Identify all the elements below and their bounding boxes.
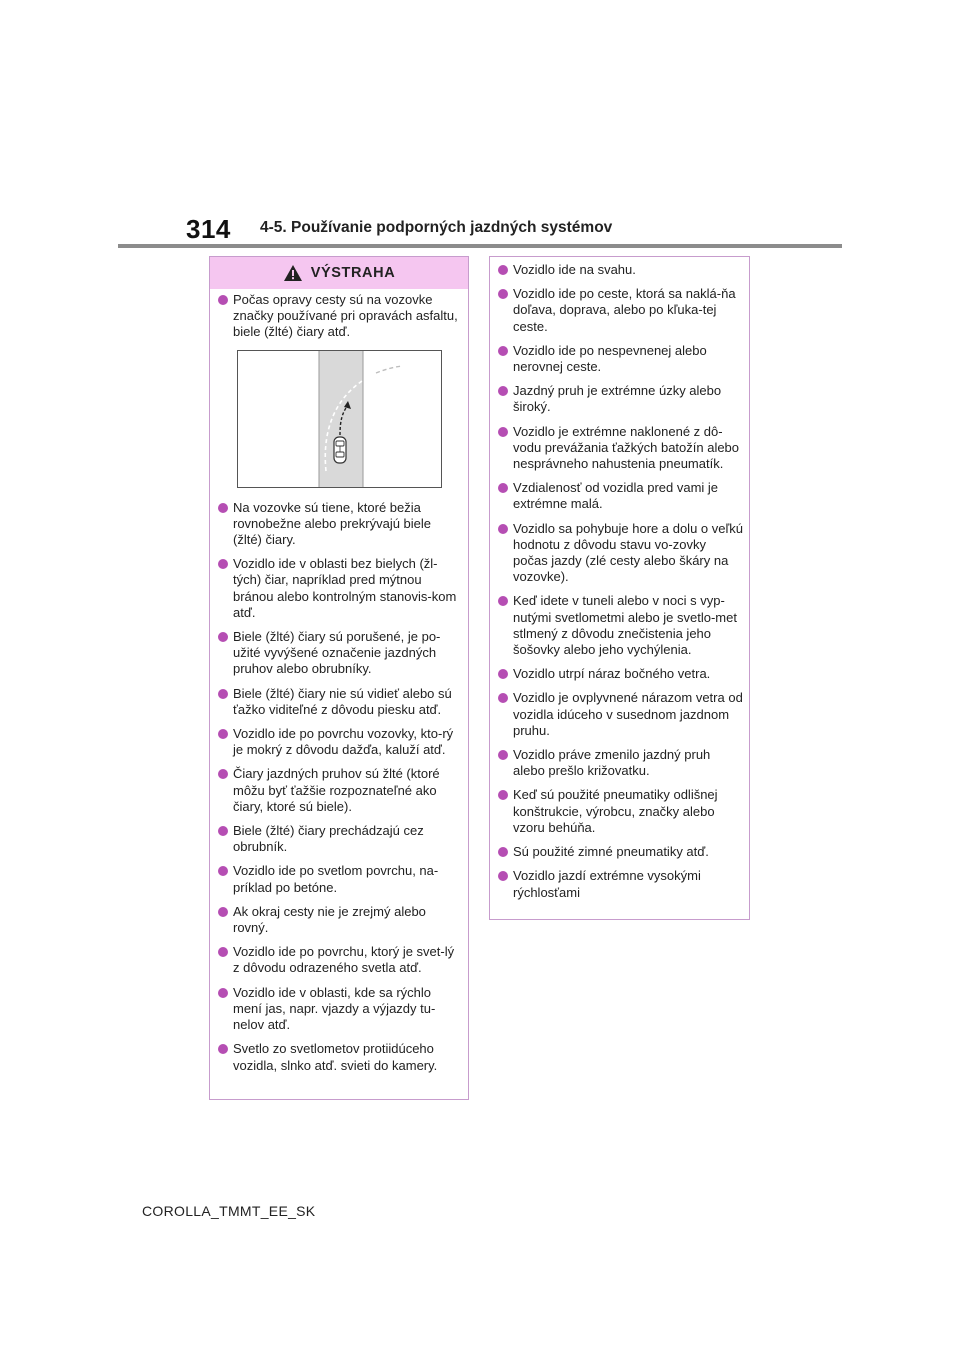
bullet-icon — [498, 524, 508, 534]
list-item — [496, 593, 743, 658]
bullet-icon — [498, 386, 508, 396]
list-item-text: Vozidlo ide po povrchu vozovky, kto-rý je mokrý z dôvodu dažďa, kaluží atď. — [233, 726, 454, 758]
list-item — [216, 904, 462, 936]
bullet-icon — [218, 689, 228, 699]
list-item-text: Vozidlo sa pohybuje hore a dolu o veľkú hodnotu z dôvodu stavu vo-zovky počas jazdy (zlé cesty alebo škáry na vozovke). — [513, 520, 744, 585]
document-code: COROLLA_TMMT_EE_SK — [142, 1203, 316, 1219]
warning-box-continued — [489, 256, 750, 920]
bullet-icon — [218, 503, 228, 513]
car-icon — [334, 437, 346, 463]
list-item — [496, 262, 743, 278]
header-rule — [118, 244, 842, 248]
list-item — [216, 863, 462, 895]
list-item — [216, 766, 462, 815]
list-item-text: Vozidlo utrpí náraz bočného vetra. — [513, 666, 711, 682]
list-item-text: Čiary jazdných pruhov sú žlté (ktoré môžu byť ťažšie rozpoznateľné ako čiary, ktoré sú biele). — [233, 766, 440, 814]
list-item-text: Biele (žlté) čiary sú porušené, je po-užité vyvýšené označenie jazdných pruhov alebo obrubníky. — [233, 629, 441, 677]
bullet-icon — [498, 289, 508, 299]
road-diagram — [237, 350, 442, 488]
warning-list-top — [216, 292, 462, 341]
bullet-icon — [498, 265, 508, 275]
bullet-icon — [498, 847, 508, 857]
bullet-icon — [498, 427, 508, 437]
list-item — [496, 868, 743, 900]
list-item-text: Vozidlo ide po povrchu, ktorý je svet-lý z dôvodu odrazeného svetla atď. — [233, 944, 455, 976]
list-item — [496, 424, 743, 473]
list-item — [216, 985, 462, 1034]
bullet-icon — [218, 632, 228, 642]
list-item-text: Keď idete v tuneli alebo v noci s vyp-nutými svetlometmi alebo je svetlo-met stlmený z dôvodu znečistenia jeho šošovky alebo jeho vychýlenia. — [513, 593, 737, 658]
bullet-icon — [498, 693, 508, 703]
list-item-text: Vozidlo ide po svetlom povrchu, na-príklad po betóne. — [233, 863, 439, 895]
list-item — [496, 521, 743, 586]
road-illustration — [238, 351, 441, 487]
bullet-icon — [218, 826, 228, 836]
list-item-text: Vozidlo je extrémne naklonené z dô-vodu prevážania ťažkých batožín alebo nesprávneho nahustenia pneumatík. — [513, 423, 740, 472]
list-item-text: Keď sú použité pneumatiky odlišnej konštrukcie, výrobcu, značky alebo vzoru behúňa. — [513, 787, 718, 835]
bullet-icon — [498, 750, 508, 760]
bullet-icon — [498, 346, 508, 356]
list-item-text: Na vozovke sú tiene, ktoré bežia rovnobežne alebo prekrývajú biele (žlté) čiary. — [233, 499, 432, 548]
bullet-icon — [498, 790, 508, 800]
list-item — [496, 343, 743, 375]
list-item — [496, 666, 743, 682]
list-item-text: Vozidlo ide po nespevnenej alebo nerovnej ceste. — [513, 342, 707, 375]
list-item — [216, 1041, 462, 1073]
list-item-text: Sú použité zimné pneumatiky atď. — [513, 844, 709, 860]
list-item-text: Počas opravy cesty sú na vozovke značky používané pri opravách asfaltu, biele (žlté) čiary atď. — [233, 292, 458, 340]
warning-triangle-icon — [283, 264, 303, 282]
list-item-text: Vozidlo ide v oblasti, kde sa rýchlo mení jas, napr. vjazdy a výjazdy tu-nelov atď. — [233, 984, 436, 1033]
list-item — [496, 787, 743, 836]
section-title: 4-5. Používanie podporných jazdných systémov — [260, 219, 613, 236]
warning-box — [209, 256, 469, 1100]
page-number: 314 — [186, 214, 231, 244]
bullet-icon — [218, 729, 228, 739]
list-item-text: Ak okraj cesty nie je zrejmý alebo rovný. — [233, 903, 426, 936]
bullet-icon — [218, 907, 228, 917]
bullet-icon — [498, 669, 508, 679]
list-item-text: Vozidlo ide po ceste, ktorá sa naklá-ňa doľava, doprava, alebo po kľuka-tej ceste. — [513, 286, 736, 334]
list-item-text: Vzdialenosť od vozidla pred vami je extrémne malá. — [513, 480, 719, 512]
list-item-text: Vozidlo jazdí extrémne vysokými rýchlosťami — [513, 868, 701, 900]
bullet-icon — [218, 988, 228, 998]
dashed-path-gray — [376, 366, 402, 373]
warning-list-right — [496, 262, 743, 901]
list-item-text: Biele (žlté) čiary prechádzajú cez obrubník. — [233, 823, 424, 855]
bullet-icon — [218, 559, 228, 569]
list-item — [216, 292, 462, 341]
list-item — [496, 480, 743, 512]
bullet-icon — [218, 769, 228, 779]
list-item-text: Vozidlo je ovplyvnené nárazom vetra od vozidla idúceho v susednom jazdnom pruhu. — [513, 690, 743, 738]
list-item — [496, 383, 743, 415]
list-item — [216, 726, 462, 758]
list-item — [216, 686, 462, 718]
list-item — [216, 823, 462, 855]
list-item-text: Vozidlo ide v oblasti bez bielych (žl-tých) čiar, napríklad pred mýtnou bránou alebo kontrolným stanovis-kom atď. — [233, 556, 457, 620]
list-item-text: Vozidlo práve zmenilo jazdný pruh alebo prešlo križovatku. — [513, 747, 711, 779]
warning-list-left — [216, 500, 462, 1074]
list-item — [496, 690, 743, 739]
bullet-icon — [498, 596, 508, 606]
list-item — [216, 556, 462, 621]
list-item — [216, 500, 462, 549]
warning-title: VÝSTRAHA — [310, 265, 396, 281]
warning-header — [210, 257, 468, 289]
bullet-icon — [218, 295, 228, 305]
list-item — [216, 629, 462, 678]
bullet-icon — [218, 947, 228, 957]
bullet-icon — [218, 866, 228, 876]
list-item-text: Vozidlo ide na svahu. — [513, 262, 636, 277]
list-item-text: Svetlo zo svetlometov protiidúceho vozidla, slnko atď. svieti do kamery. — [233, 1041, 438, 1073]
bullet-icon — [498, 871, 508, 881]
list-item-text: Jazdný pruh je extrémne úzky alebo široký. — [513, 383, 722, 415]
list-item — [496, 747, 743, 779]
list-item — [496, 844, 743, 860]
list-item — [216, 944, 462, 976]
bullet-icon — [498, 483, 508, 493]
list-item-text: Biele (žlté) čiary nie sú vidieť alebo sú ťažko viditeľné z dôvodu piesku atď. — [233, 685, 452, 717]
bullet-icon — [218, 1044, 228, 1054]
list-item — [496, 286, 743, 335]
